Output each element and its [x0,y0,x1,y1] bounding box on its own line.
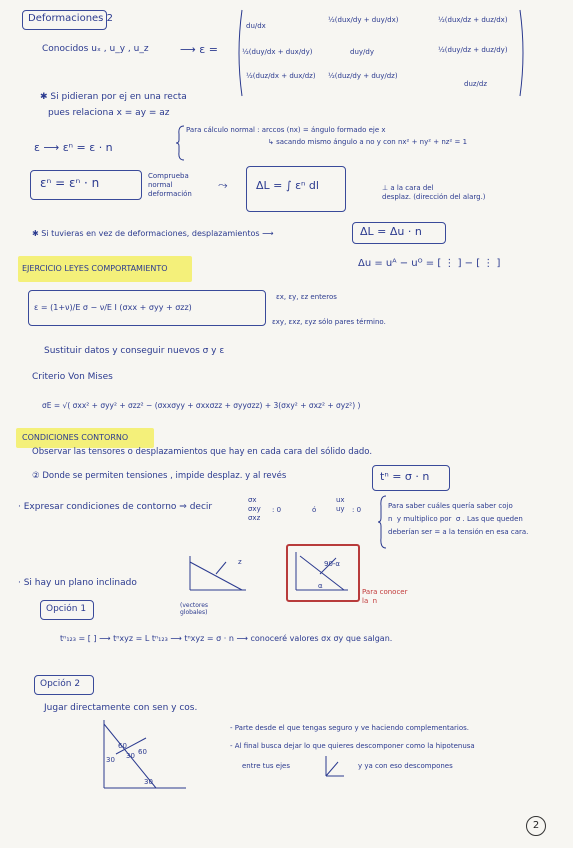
page-number: 2 [526,816,546,836]
opcion-2-label: Opción 2 [40,679,81,689]
behaviour-law: ε = (1+ν)/E σ − ν/E I (σxx + σyy + σzz) [34,303,192,312]
dl-du-formula: ΔL = Δu · n [360,225,422,238]
plano-inclinado: · Si hay un plano inclinado [18,578,137,588]
eps-projection: ε ⟶ εⁿ = ε · n [34,141,113,154]
svg-text:z: z [238,558,242,566]
note-si-pidieran: ✱ Si pidieran por ej en una recta [40,92,187,102]
calc-normal-2: ↳ sacando mismo ángulo a no y con nx² + ny² + nz² = 1 [268,138,468,146]
page-title: Deformaciones 2 [28,13,113,24]
sen-cos-sketch [96,718,196,798]
sketch-angle-1: 60 [118,742,127,750]
en-formula: εⁿ = εⁿ · n [40,176,100,190]
criterio-von-mises: Criterio Von Mises [32,372,113,382]
heading-condiciones-contorno: CONDICIONES CONTORNO [22,433,129,442]
cara-note: ⊥ a la cara del desplaz. (dirección del alarg.) [382,184,486,201]
strain-tensor-definition: ⟶ ε = [180,43,218,56]
note-pues-relaciona: pues relaciona x = ay = az [48,108,170,118]
para-conocer-n: Para conocer la n [362,588,408,605]
u-column: ux uy [336,496,345,513]
sketch-angle-4: 30 [126,752,135,760]
brace-2 [378,496,386,548]
arrow-to-dl: ⤳ [218,178,228,192]
note-si-tuvieras: ✱ Si tuvieras en vez de deformaciones, desplazamientos ⟶ [32,229,274,238]
delta-u-formula: Δu = uᴬ − uᴼ = [ ⋮ ] − [ ⋮ ] [358,258,501,269]
sketch-angle-3: 60 [138,748,147,756]
angle-alpha: α [318,582,323,590]
matrix-cell-33: duz/dz [464,80,488,88]
calc-normal-1: Para cálculo normal : arccos (nx) = ángulo formado eje x [186,126,386,134]
matrix-cell-13: ½(dux/dz + duz/dx) [438,16,508,24]
comprueba-note: Comprueba normal deformación [148,172,192,198]
sketch-angle-5: 30 [144,778,153,786]
donde-permiten: ② Donde se permiten tensiones , impide desplaz. y al revés [32,471,287,481]
matrix-cell-31: ½(duz/dx + dux/dz) [246,72,316,80]
matrix-cell-11: du/dx [246,22,266,30]
angle-90-alpha: 90-α [324,560,341,568]
known-displacements: Conocidos uₓ , u_y , u_z [42,44,149,54]
eq-zero-2: : 0 [352,506,362,514]
bullet-2: - Al final busca dejar lo que quieres descomponer como la hipotenusa [230,742,475,750]
matrix-cell-32: ½(duz/dy + duy/dz) [328,72,398,80]
bullet-1: - Parte desde el que tengas seguro y ve haciendo complementarios. [230,724,469,732]
von-mises-formula: σE = √( σxx² + σyy² + σzz² − (σxxσyy + σxxσzz + σyyσzz) + 3(σxy² + σxz² + σyz²) ) [42,401,361,410]
opcion-1-equation: tⁿ₁₂₃ = [ ] ⟶ tⁿxyz = L tⁿ₁₂₃ ⟶ tⁿxyz = σ · n ⟶ conoceré valores σx σy que salgan. [60,634,393,643]
dl-formula: ΔL = ∫ εⁿ dl [256,179,319,192]
sketch-angle-2: 30 [106,756,115,764]
or-text: ó [312,506,317,514]
matrix-cell-21: ½(duy/dx + dux/dy) [242,48,313,56]
sigma-column: σx σxy σxz [248,496,261,522]
bullet-3b: y ya con eso descompones [358,762,453,770]
axes-mini-sketch [318,754,348,780]
brace [176,126,186,160]
observar-tensores: Observar las tensores o desplazamientos que hay en cada cara del sólido dado. [32,447,373,457]
opcion-1-label: Opción 1 [46,604,87,614]
heading-leyes-comportamiento: EJERCICIO LEYES COMPORTAMIENTO [22,264,168,273]
vectores-globales-note: (vectores globales) [180,602,209,616]
expresar-condiciones: · Expresar condiciones de contorno ⇒ decir [18,502,213,512]
para-saber-note: Para saber cuáles quería saber cojo n y multiplico por σ . Las que queden deberían ser = a la tensión en esa cara. [388,502,529,536]
tn-formula: tⁿ = σ · n [380,470,430,483]
matrix-cell-22: duy/dy [350,48,374,56]
law-note-1: εx, εy, εz enteros [276,293,337,301]
sustituir-datos: Sustituir datos y conseguir nuevos σ y ε [44,346,225,356]
jugar-sen-cos: Jugar directamente con sen y cos. [44,703,198,713]
eq-zero-1: : 0 [272,506,282,514]
bullet-3: entre tus ejes [242,762,291,770]
matrix-cell-23: ½(duy/dz + duz/dy) [438,46,508,54]
inclined-plane-sketch [186,554,252,594]
matrix-cell-12: ½(dux/dy + duy/dx) [328,16,399,24]
law-note-2: εxy, εxz, εyz sólo pares término. [272,318,386,326]
